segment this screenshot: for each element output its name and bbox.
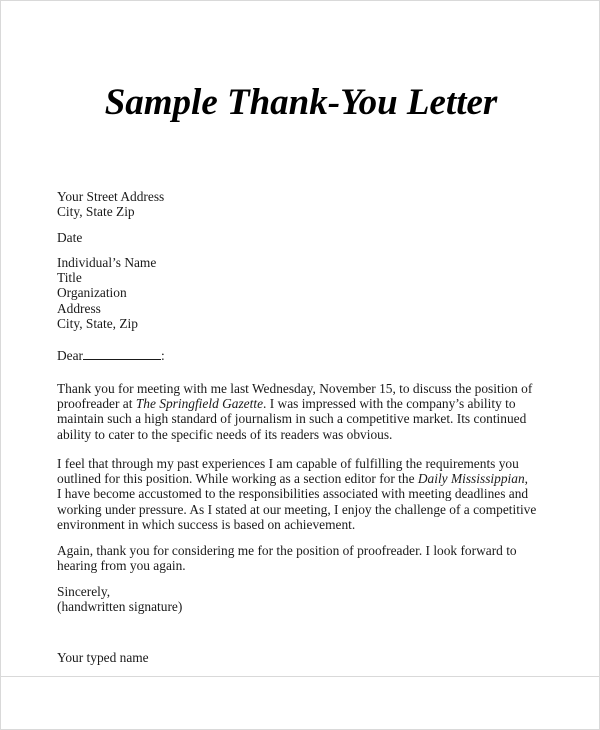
page-title: Sample Thank-You Letter (104, 82, 498, 123)
paragraph-3-line-2: hearing from you again. (57, 558, 186, 574)
recipient-address (57, 255, 557, 331)
typed-name: Your typed name (57, 650, 149, 665)
recipient-title: Title (57, 270, 82, 286)
paragraph-1-line-1: Thank you for meeting with me last Wednesday, November 15, to discuss the position of (57, 381, 533, 396)
letter-date (57, 230, 557, 245)
paragraph-1-line-2-start: proofreader at (57, 396, 136, 412)
closing (57, 584, 557, 614)
paragraph-2 (57, 456, 557, 532)
paragraph-1-line-2-end: . I was impressed with the company’s ability to (263, 396, 516, 412)
sender-street: Your Street Address (57, 189, 165, 204)
footer-divider (0, 676, 600, 677)
paragraph-1-line-2 (57, 396, 557, 411)
date-text: Date (57, 230, 83, 245)
paragraph-2-line-1: I feel that through my past experiences I am capable of fulfilling the requirements you (57, 456, 519, 471)
paragraph-2-line-3: I have become accustomed to the responsibilities associated with meeting deadlines and (57, 486, 529, 502)
paragraph-2-line-5: environment in which success is based on achievement. (57, 516, 356, 532)
typed-name-block (57, 650, 557, 665)
recipient-organization: Organization (57, 285, 127, 301)
paragraph-1-line-3: maintain such a high standard of journalism in such a competitive market. Its continued (57, 411, 527, 427)
paragraph-2-line-2-end: , (524, 471, 528, 487)
salutation-blank (83, 348, 161, 360)
paragraph-2-line-4: working under pressure. As I stated at our meeting, I enjoy the challenge of a competitive (57, 501, 537, 517)
recipient-name: Individual’s Name (57, 255, 157, 270)
sender-address (57, 189, 557, 219)
recipient-city-state-zip: City, State, Zip (57, 315, 138, 331)
salutation (57, 348, 557, 363)
salutation-suffix: : (161, 348, 165, 363)
recipient-address-line: Address (57, 300, 101, 316)
newspaper-name-springfield-gazette: The Springfield Gazette (135, 396, 264, 412)
paragraph-2-line-2 (57, 471, 557, 486)
sign-off: Sincerely, (57, 584, 111, 599)
newspaper-name-daily-mississippian: Daily Mississippian (417, 471, 525, 487)
paragraph-3 (57, 543, 557, 573)
paragraph-3-line-1: Again, thank you for considering me for the position of proofreader. I look forward to (57, 543, 517, 558)
paragraph-1-line-4: ability to cater to the specific needs of its readers was obvious. (57, 426, 393, 442)
sender-city-state-zip: City, State Zip (57, 204, 135, 220)
paragraph-2-line-2-start: outlined for this position. While working as a section editor for the (57, 471, 418, 487)
salutation-prefix: Dear (57, 348, 84, 363)
paragraph-1 (57, 381, 557, 442)
signature-placeholder: (handwritten signature) (57, 599, 183, 615)
